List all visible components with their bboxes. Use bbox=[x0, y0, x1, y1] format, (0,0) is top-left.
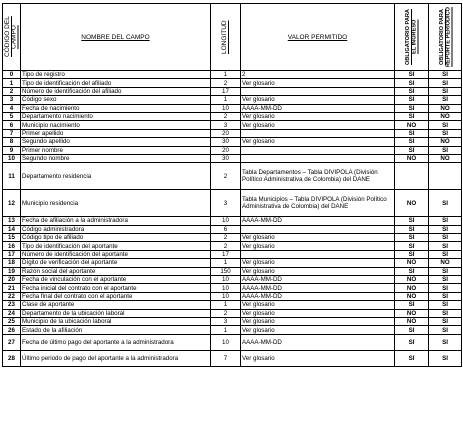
table-row bbox=[3, 292, 462, 300]
cell-codigo: 20 bbox=[3, 276, 21, 284]
cell-longitud: 3 bbox=[211, 190, 241, 217]
cell-obligatorio-ingreso: SI bbox=[395, 112, 429, 120]
cell-longitud: 2 bbox=[211, 242, 241, 250]
cell-codigo: 21 bbox=[3, 284, 21, 292]
header-codigo: CÓDIGO DEL CAMPO bbox=[3, 4, 21, 71]
cell-codigo: 5 bbox=[3, 112, 21, 120]
cell-longitud: 10 bbox=[211, 292, 241, 300]
cell-codigo: 15 bbox=[3, 234, 21, 242]
cell-valor: Tabla Municipios – Tabla DIVIPOLA (División Político Administrativa de Colombia) del DANE bbox=[241, 190, 395, 217]
cell-obligatorio-reporte: SI bbox=[429, 292, 462, 300]
cell-valor: AAAA-MM-DD bbox=[241, 334, 395, 350]
cell-nombre: Clase de aportante bbox=[21, 301, 211, 309]
cell-obligatorio-reporte: SI bbox=[429, 276, 462, 284]
cell-valor bbox=[241, 250, 395, 258]
cell-obligatorio-ingreso: NO bbox=[395, 190, 429, 217]
cell-nombre: Número de identificación del afiliado bbox=[21, 87, 211, 95]
cell-valor: AAAA-MM-DD bbox=[241, 276, 395, 284]
cell-codigo: 18 bbox=[3, 259, 21, 267]
cell-codigo: 16 bbox=[3, 242, 21, 250]
cell-nombre: Fecha de afiliación a la administradora bbox=[21, 217, 211, 225]
table-row bbox=[3, 301, 462, 309]
cell-nombre: Departamento nacimiento bbox=[21, 112, 211, 120]
cell-longitud: 1 bbox=[211, 326, 241, 334]
cell-nombre: Segundo nombre bbox=[21, 154, 211, 162]
cell-nombre: Fecha final del contrato con el aportante bbox=[21, 292, 211, 300]
cell-obligatorio-ingreso: NO bbox=[395, 154, 429, 162]
cell-obligatorio-reporte: SI bbox=[429, 250, 462, 258]
cell-longitud: 20 bbox=[211, 129, 241, 137]
cell-obligatorio-ingreso: SI bbox=[395, 71, 429, 79]
cell-obligatorio-ingreso: SI bbox=[395, 326, 429, 334]
cell-nombre: Municipio nacimiento bbox=[21, 121, 211, 129]
table-row bbox=[3, 309, 462, 317]
cell-valor: Ver glosario bbox=[241, 267, 395, 275]
table-row bbox=[3, 234, 462, 242]
header-valor: VALOR PERMITIDO bbox=[241, 4, 395, 71]
cell-nombre: Primer apellido bbox=[21, 129, 211, 137]
cell-codigo: 23 bbox=[3, 301, 21, 309]
cell-codigo: 27 bbox=[3, 334, 21, 350]
cell-valor bbox=[241, 154, 395, 162]
cell-obligatorio-ingreso: SI bbox=[395, 334, 429, 350]
cell-longitud: 7 bbox=[211, 350, 241, 366]
cell-nombre: Primer nombre bbox=[21, 146, 211, 154]
cell-longitud: 1 bbox=[211, 96, 241, 104]
table-row bbox=[3, 138, 462, 146]
cell-nombre: Código sexo bbox=[21, 96, 211, 104]
cell-obligatorio-reporte: SI bbox=[429, 301, 462, 309]
cell-longitud: 1 bbox=[211, 301, 241, 309]
cell-longitud: 2 bbox=[211, 112, 241, 120]
cell-nombre: Número de identificación del aportante bbox=[21, 250, 211, 258]
table-row bbox=[3, 87, 462, 95]
cell-obligatorio-ingreso: SI bbox=[395, 96, 429, 104]
cell-obligatorio-ingreso: SI bbox=[395, 146, 429, 154]
table-row bbox=[3, 267, 462, 275]
cell-longitud: 20 bbox=[211, 146, 241, 154]
cell-obligatorio-ingreso: SI bbox=[395, 104, 429, 112]
cell-nombre: Fecha de nacimiento bbox=[21, 104, 211, 112]
cell-valor bbox=[241, 87, 395, 95]
table-row bbox=[3, 242, 462, 250]
cell-nombre: Fecha de último pago del aportante a la administradora bbox=[21, 334, 211, 350]
cell-obligatorio-reporte: NO bbox=[429, 154, 462, 162]
cell-obligatorio-reporte: SI bbox=[429, 87, 462, 95]
cell-valor: AAAA-MM-DD bbox=[241, 292, 395, 300]
cell-obligatorio-ingreso bbox=[395, 163, 429, 190]
table-row bbox=[3, 317, 462, 325]
cell-obligatorio-reporte: NO bbox=[429, 259, 462, 267]
cell-nombre: Dígito de verificación del aportante bbox=[21, 259, 211, 267]
cell-codigo: 24 bbox=[3, 309, 21, 317]
table-row bbox=[3, 190, 462, 217]
cell-longitud: 10 bbox=[211, 217, 241, 225]
table-row bbox=[3, 217, 462, 225]
cell-codigo: 19 bbox=[3, 267, 21, 275]
cell-obligatorio-ingreso: NO bbox=[395, 309, 429, 317]
cell-longitud: 3 bbox=[211, 317, 241, 325]
cell-obligatorio-reporte: SI bbox=[429, 334, 462, 350]
table-row bbox=[3, 250, 462, 258]
cell-obligatorio-reporte: SI bbox=[429, 242, 462, 250]
cell-codigo: 3 bbox=[3, 96, 21, 104]
cell-obligatorio-reporte: SI bbox=[429, 309, 462, 317]
cell-obligatorio-ingreso: NO bbox=[395, 292, 429, 300]
cell-valor: Ver glosario bbox=[241, 112, 395, 120]
cell-valor bbox=[241, 129, 395, 137]
cell-valor: AAAA-MM-DD bbox=[241, 104, 395, 112]
cell-codigo: 0 bbox=[3, 71, 21, 79]
cell-nombre: Fecha inicial del contrato con el aportante bbox=[21, 284, 211, 292]
cell-obligatorio-ingreso: SI bbox=[395, 234, 429, 242]
cell-obligatorio-reporte: SI bbox=[429, 317, 462, 325]
cell-valor: Ver glosario bbox=[241, 317, 395, 325]
cell-nombre: Razón social del aportante bbox=[21, 267, 211, 275]
cell-valor: Ver glosario bbox=[241, 259, 395, 267]
cell-obligatorio-ingreso: NO bbox=[395, 259, 429, 267]
table-row bbox=[3, 104, 462, 112]
cell-obligatorio-reporte: SI bbox=[429, 326, 462, 334]
cell-codigo: 10 bbox=[3, 154, 21, 162]
header-obligatorio-ingreso: OBLIGATORIO PARA EL INGRESO bbox=[395, 4, 429, 71]
cell-obligatorio-ingreso: SI bbox=[395, 242, 429, 250]
table-row bbox=[3, 79, 462, 87]
table-row bbox=[3, 129, 462, 137]
cell-nombre: Departamento de la ubicación laboral bbox=[21, 309, 211, 317]
field-specification-table bbox=[2, 3, 462, 367]
cell-obligatorio-reporte: SI bbox=[429, 96, 462, 104]
cell-codigo: 4 bbox=[3, 104, 21, 112]
cell-obligatorio-reporte: SI bbox=[429, 146, 462, 154]
cell-codigo: 25 bbox=[3, 317, 21, 325]
cell-obligatorio-reporte: SI bbox=[429, 71, 462, 79]
cell-nombre: Tipo de identificación del afiliado bbox=[21, 79, 211, 87]
cell-nombre: Departamento residencia bbox=[21, 163, 211, 190]
cell-codigo: 1 bbox=[3, 79, 21, 87]
cell-valor: Ver glosario bbox=[241, 138, 395, 146]
table-row bbox=[3, 259, 462, 267]
table-row bbox=[3, 154, 462, 162]
cell-longitud: 30 bbox=[211, 154, 241, 162]
cell-valor: Ver glosario bbox=[241, 121, 395, 129]
cell-obligatorio-reporte: NO bbox=[429, 138, 462, 146]
cell-longitud: 30 bbox=[211, 138, 241, 146]
cell-obligatorio-reporte: SI bbox=[429, 121, 462, 129]
cell-obligatorio-reporte: NO bbox=[429, 112, 462, 120]
table-row bbox=[3, 284, 462, 292]
cell-valor bbox=[241, 146, 395, 154]
cell-obligatorio-reporte: SI bbox=[429, 190, 462, 217]
cell-obligatorio-ingreso: NO bbox=[395, 121, 429, 129]
cell-valor bbox=[241, 225, 395, 233]
cell-obligatorio-reporte: SI bbox=[429, 350, 462, 366]
cell-codigo: 6 bbox=[3, 121, 21, 129]
cell-longitud: 3 bbox=[211, 121, 241, 129]
cell-nombre: Código administradora bbox=[21, 225, 211, 233]
table-row bbox=[3, 96, 462, 104]
table-header-row bbox=[3, 4, 462, 71]
cell-valor: 2 bbox=[241, 71, 395, 79]
table-row bbox=[3, 163, 462, 190]
cell-obligatorio-ingreso: NO bbox=[395, 284, 429, 292]
cell-nombre: Último periodo de pago del aportante a la administradora bbox=[21, 350, 211, 366]
cell-obligatorio-reporte bbox=[429, 163, 462, 190]
cell-longitud: 10 bbox=[211, 284, 241, 292]
cell-longitud: 6 bbox=[211, 225, 241, 233]
cell-longitud: 17 bbox=[211, 250, 241, 258]
cell-obligatorio-reporte: SI bbox=[429, 79, 462, 87]
cell-longitud: 1 bbox=[211, 71, 241, 79]
cell-longitud: 2 bbox=[211, 309, 241, 317]
cell-codigo: 2 bbox=[3, 87, 21, 95]
cell-codigo: 9 bbox=[3, 146, 21, 154]
cell-valor: AAAA-MM-DD bbox=[241, 217, 395, 225]
cell-longitud: 2 bbox=[211, 163, 241, 190]
cell-valor: Ver glosario bbox=[241, 242, 395, 250]
cell-codigo: 22 bbox=[3, 292, 21, 300]
cell-obligatorio-reporte: NO bbox=[429, 104, 462, 112]
header-longitud: LONGITUD bbox=[211, 4, 241, 71]
table-row bbox=[3, 326, 462, 334]
cell-nombre: Municipio residencia bbox=[21, 190, 211, 217]
cell-codigo: 26 bbox=[3, 326, 21, 334]
cell-codigo: 28 bbox=[3, 350, 21, 366]
cell-longitud: 10 bbox=[211, 276, 241, 284]
cell-codigo: 14 bbox=[3, 225, 21, 233]
cell-valor: Ver glosario bbox=[241, 79, 395, 87]
cell-obligatorio-reporte: SI bbox=[429, 234, 462, 242]
cell-obligatorio-reporte: SI bbox=[429, 217, 462, 225]
cell-obligatorio-ingreso: NO bbox=[395, 317, 429, 325]
cell-obligatorio-ingreso: SI bbox=[395, 267, 429, 275]
cell-obligatorio-ingreso: SI bbox=[395, 129, 429, 137]
cell-valor: Ver glosario bbox=[241, 309, 395, 317]
cell-valor: Ver glosario bbox=[241, 350, 395, 366]
cell-obligatorio-ingreso: NO bbox=[395, 276, 429, 284]
cell-obligatorio-ingreso: SI bbox=[395, 350, 429, 366]
cell-valor: Ver glosario bbox=[241, 326, 395, 334]
cell-nombre: Código tipo de afiliado bbox=[21, 234, 211, 242]
table-row bbox=[3, 350, 462, 366]
table-row bbox=[3, 71, 462, 79]
cell-nombre: Tipo de registro bbox=[21, 71, 211, 79]
header-nombre: NOMBRE DEL CAMPO bbox=[21, 4, 211, 71]
cell-valor: AAAA-MM-DD bbox=[241, 284, 395, 292]
cell-longitud: 10 bbox=[211, 104, 241, 112]
cell-obligatorio-reporte: SI bbox=[429, 267, 462, 275]
cell-nombre: Fecha de vinculación con el aportante bbox=[21, 276, 211, 284]
table-row bbox=[3, 225, 462, 233]
cell-longitud: 10 bbox=[211, 334, 241, 350]
cell-codigo: 17 bbox=[3, 250, 21, 258]
cell-obligatorio-ingreso: SI bbox=[395, 225, 429, 233]
cell-obligatorio-ingreso: SI bbox=[395, 79, 429, 87]
cell-valor: Ver glosario bbox=[241, 96, 395, 104]
table-row bbox=[3, 276, 462, 284]
cell-obligatorio-reporte: SI bbox=[429, 225, 462, 233]
cell-codigo: 12 bbox=[3, 190, 21, 217]
table-row bbox=[3, 334, 462, 350]
cell-obligatorio-ingreso: SI bbox=[395, 87, 429, 95]
table-row bbox=[3, 112, 462, 120]
table-row bbox=[3, 146, 462, 154]
cell-nombre: Municipio de la ubicación laboral bbox=[21, 317, 211, 325]
cell-nombre: Tipo de identificación del aportante bbox=[21, 242, 211, 250]
cell-obligatorio-reporte: SI bbox=[429, 284, 462, 292]
cell-valor: Tabla Departamentos – Tabla DIVIPOLA (División Político Administrativa de Colombia) del DANE bbox=[241, 163, 395, 190]
cell-codigo: 13 bbox=[3, 217, 21, 225]
cell-longitud: 150 bbox=[211, 267, 241, 275]
cell-longitud: 2 bbox=[211, 79, 241, 87]
cell-longitud: 1 bbox=[211, 259, 241, 267]
cell-codigo: 8 bbox=[3, 138, 21, 146]
cell-longitud: 17 bbox=[211, 87, 241, 95]
cell-nombre: Segundo apellido bbox=[21, 138, 211, 146]
cell-obligatorio-ingreso: SI bbox=[395, 138, 429, 146]
cell-obligatorio-reporte: SI bbox=[429, 129, 462, 137]
cell-nombre: Estado de la afiliación bbox=[21, 326, 211, 334]
cell-valor: Ver glosario bbox=[241, 234, 395, 242]
cell-codigo: 11 bbox=[3, 163, 21, 190]
cell-codigo: 7 bbox=[3, 129, 21, 137]
cell-longitud: 2 bbox=[211, 234, 241, 242]
header-obligatorio-reporte: OBLIGATORIO PARA REPORTE PERIÓDICO bbox=[429, 4, 462, 71]
cell-obligatorio-ingreso: SI bbox=[395, 301, 429, 309]
table-row bbox=[3, 121, 462, 129]
cell-obligatorio-ingreso: SI bbox=[395, 250, 429, 258]
cell-obligatorio-ingreso: SI bbox=[395, 217, 429, 225]
table-body bbox=[3, 71, 462, 367]
cell-valor: Ver glosario bbox=[241, 301, 395, 309]
